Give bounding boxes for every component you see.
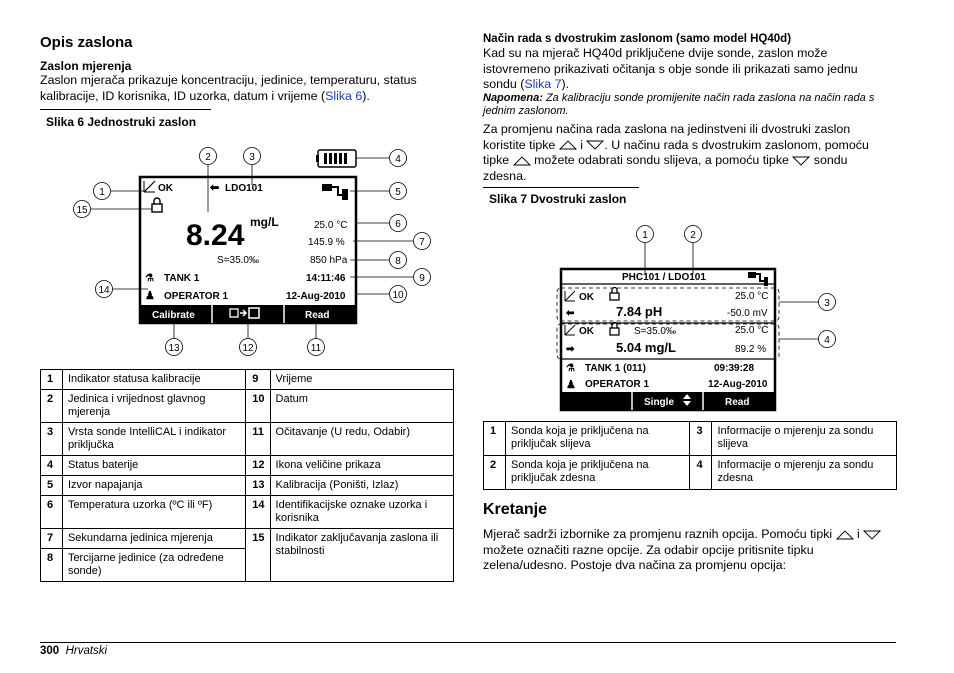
subheading: Zaslon mjerenja: [40, 59, 132, 73]
svg-text:5: 5: [395, 187, 401, 198]
operator-id: OPERATOR 1: [164, 291, 229, 302]
svg-text:12: 12: [242, 343, 254, 354]
battery-icon: [316, 150, 356, 167]
single-screen-figure: [60, 140, 450, 365]
svg-text:2: 2: [690, 230, 696, 241]
mv-left: -50.0 mV: [727, 308, 768, 319]
salinity: S=35.0‰: [634, 326, 676, 337]
legend-table-figure6: 1 Indikator statusa kalibracije 9 Vrijeme 2 Jedinica i vrijednost glavnog mjerenja 10 Datum 3 Vrsta sonde IntelliCAL i indikator priključka 11 Očitavanje (U redu, Odabir) 4 Status baterije 12 Ikona veličine prikaza 5 Izvor napajanja 13 Kalibracija (Poništi, Izlaz) 6 Temperatura uzorka (ºC ili ºF) 14 Identifikacijske oznake uzorka i korisnika 7 Sekundarna jedinica mjerenja 15 Indikator zaključavanja zaslona ili stabilnosti 8 Tercijarne jedinice (za određene sonde): [40, 369, 454, 582]
percent: 145.9 %: [308, 237, 345, 248]
flask-icon: ⚗: [145, 273, 154, 284]
footer-language: Hrvatski: [65, 645, 108, 657]
paragraph-dual: Kad su na mjerač HQ40d priključene dvije sonde, zaslon može istovremeno prikazivati očitanja s obje sonde ili prikazati samo jednu sondu (Slika 7).: [483, 46, 858, 91]
svg-text:2: 2: [205, 152, 211, 163]
port-right-icon: ➡: [566, 344, 575, 355]
temperature-left: 25.0 °C: [735, 291, 769, 302]
note: Napomena: Za kalibraciju sonde promijenite način rada zaslona na način rada s jednim zaslonom.: [483, 92, 875, 117]
svg-text:3: 3: [249, 152, 255, 163]
page-number: 300: [40, 645, 60, 657]
svg-text:4: 4: [395, 154, 401, 165]
value-left: 7.84 pH: [616, 304, 663, 319]
port-arrow-icon: ⬅: [210, 182, 220, 194]
paragraph: Zaslon mjerača prikazuje koncentraciju, jedinice, temperaturu, status kalibracije, ID korisnika, ID uzorka, datum i vrijeme (Slika 6).: [40, 73, 417, 103]
paragraph-navigation: Mjerač sadrži izbornike za promjenu raznih opcija. Pomoću tipki i možete označiti razne opcije. Za odabir opcije pritisnite tipku zelena/udesno. Postoje dva načina za promjenu opcija:: [483, 527, 903, 574]
down-key-icon: [792, 156, 810, 166]
temperature: 25.0 °C: [314, 220, 348, 231]
read-softkey[interactable]: Read: [725, 397, 750, 408]
time: 09:39:28: [714, 363, 755, 374]
status-right: OK: [579, 326, 594, 337]
probe-id: LDO101: [225, 183, 263, 194]
figure-caption-7: Slika 7 Dvostruki zaslon: [489, 192, 627, 206]
svg-text:7: 7: [419, 237, 425, 248]
svg-text:1: 1: [99, 187, 105, 198]
up-key-icon: [513, 156, 531, 166]
svg-text:11: 11: [310, 343, 322, 354]
footer: [40, 645, 107, 657]
down-key-icon: [863, 530, 881, 540]
section-heading-kretanje: Kretanje: [483, 501, 548, 518]
svg-text:9: 9: [419, 273, 425, 284]
svg-text:6: 6: [395, 219, 401, 230]
svg-text:4: 4: [824, 335, 830, 346]
svg-text:14: 14: [98, 285, 110, 296]
date: 12-Aug-2010: [286, 291, 346, 302]
main-unit: mg/L: [250, 215, 279, 229]
svg-text:8: 8: [395, 256, 401, 267]
up-key-icon: [559, 140, 577, 150]
probe-ids: PHC101 / LDO101: [622, 272, 706, 283]
salinity: S=35.0‰: [217, 255, 259, 266]
operator-id: OPERATOR 1: [585, 379, 650, 390]
calibrate-softkey[interactable]: Calibrate: [152, 310, 195, 321]
pressure: 850 hPa: [310, 255, 348, 266]
down-key-icon: [586, 140, 604, 150]
sample-id: TANK 1 (011): [585, 363, 646, 374]
svg-text:15: 15: [76, 205, 88, 216]
up-key-icon: [836, 530, 854, 540]
temperature-right: 25.0 °C: [735, 325, 769, 336]
svg-text:1: 1: [642, 230, 648, 241]
legend-table-figure7: 1 Sonda koja je priključena na priključak slijeva 3 Informacije o mjerenju za sondu slijeva 2 Sonda koja je priključena na priključak zdesna 4 Informacije o mjerenju za sondu zdesna: [483, 421, 897, 490]
figure-link-7[interactable]: Slika 7: [524, 77, 562, 91]
port-left-icon: ⬅: [566, 308, 575, 319]
status-left: OK: [579, 292, 594, 303]
flask-icon: ⚗: [566, 363, 575, 374]
operator-icon: ♟: [145, 290, 155, 302]
main-value: 8.24: [186, 219, 245, 252]
sample-id: TANK 1: [164, 273, 200, 284]
percent-right: 89.2 %: [735, 344, 767, 355]
date: 12-Aug-2010: [708, 379, 768, 390]
status-text: OK: [158, 183, 173, 194]
dual-screen-figure: [540, 222, 840, 412]
svg-text:10: 10: [392, 290, 404, 301]
single-softkey[interactable]: Single: [644, 397, 675, 408]
read-softkey[interactable]: Read: [305, 310, 330, 321]
paragraph-keys: Za promjenu načina rada zaslona na jedinstveni ili dvostruki zaslon koristite tipke i . U načinu rada s dvostrukim zaslonom, pomoću tipke možete odabrati sondu slijeva, a pomoću tipke sondu zdesna.: [483, 122, 869, 183]
operator-icon: ♟: [566, 379, 576, 391]
section-heading: Opis zaslona: [40, 34, 133, 51]
time: 14:11:46: [306, 273, 346, 284]
svg-text:3: 3: [824, 298, 830, 309]
figure-link[interactable]: Slika 6: [325, 88, 363, 103]
subheading-dual: Način rada s dvostrukim zaslonom (samo model HQ40d): [483, 33, 792, 45]
svg-text:13: 13: [168, 343, 180, 354]
figure-caption: Slika 6 Jednostruki zaslon: [46, 115, 197, 129]
value-right: 5.04 mg/L: [616, 340, 676, 355]
